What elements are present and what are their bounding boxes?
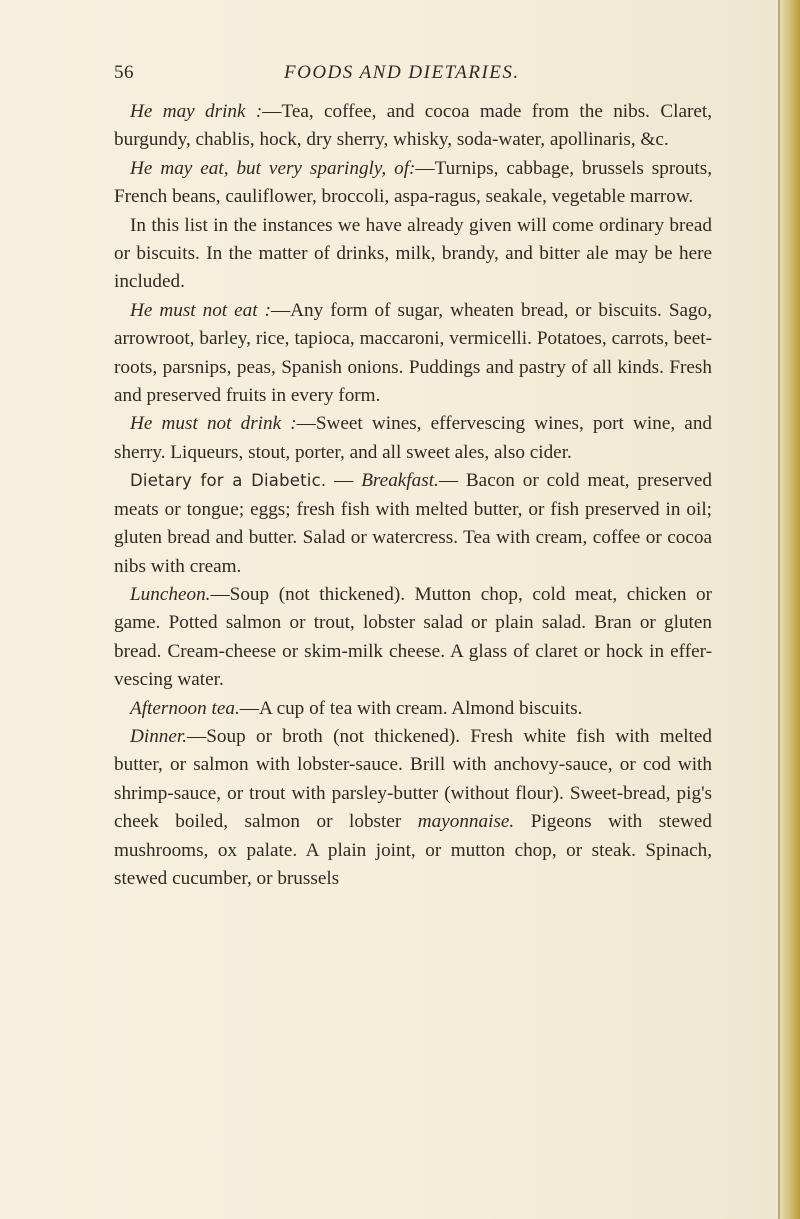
paragraph-lead: Luncheon. (130, 583, 211, 605)
paragraph-lead: He may drink : (130, 101, 263, 122)
paragraph-lead: He must not eat : (130, 299, 271, 321)
page-edge (778, 0, 800, 1219)
paragraph-text: In this list in the instances we have already given will come ordinary bread or biscuits. In the matter of drinks, milk, brandy, and bitter ale may be here included. (114, 214, 712, 293)
paragraph-dinner (114, 723, 712, 893)
paragraph-luncheon (114, 581, 712, 695)
paragraph-lead: Afternoon tea. (130, 697, 240, 719)
paragraph-must-not-eat (114, 297, 712, 411)
paragraph-list-note (114, 212, 712, 297)
paragraph-text: —Turnips, cabbage, brussels sprouts, French beans, cauliflower, broccoli, aspa-ragus, seakale, vegetable marrow. (114, 157, 713, 208)
paragraph-lead: Breakfast. (361, 470, 439, 492)
paragraph-text: —A cup of tea with cream. Almond biscuits. (239, 697, 583, 719)
paragraph-afternoon-tea (114, 695, 712, 723)
section-heading: Dietary for a Diabetic. (130, 471, 327, 491)
paragraph-text: —Any form of sugar, wheaten bread, or biscuits. Sago, arrowroot, barley, rice, tapioca, maccaroni, vermicelli. Potatoes, carrots, beet-roots, parsnips, peas, Spanish onions. Puddings and pastry of all kinds. Fresh and preserved fruits in every form. (114, 299, 712, 407)
paragraph-text: —Soup or broth (not thickened). Fresh white fish with melted butter, or salmon with lobster-sauce. Brill with anchovy-sauce, or cod with shrimp-sauce, or trout with parsley-butter (without flour). Sweet-bread, pig's cheek boiled, salmon or lobster (114, 725, 712, 833)
paragraph-lead: Dinner. (130, 725, 188, 747)
paragraph-lead: He may eat, but very sparingly, of: (130, 157, 416, 179)
paragraph-text: —Tea, coffee, and cocoa made from the nibs. Claret, burgundy, chablis, hock, dry sherry, whisky, soda-water, apollinaris, &c. (114, 101, 713, 151)
running-head: FOODS AND DIETARIES. (284, 62, 520, 83)
page-edge-line (778, 0, 780, 1219)
body-text (114, 98, 712, 893)
paragraph-text: —Soup (not thickened). Mutton chop, cold meat, chicken or game. Potted salmon or trout, lobster salad or plain salad. Bran or gluten bread. Cream-cheese or skim-milk cheese. A glass of claret or hock in effer-vescing water. (114, 583, 712, 691)
paragraph-must-not-drink (114, 410, 712, 467)
paragraph-may-eat (114, 155, 712, 212)
paragraph-breakfast: Dietary for a Diabetic. — Breakfast.— Bacon or cold meat, preserved meats or tongue; eggs; fresh fish with melted butter, or fish preserved in oil; gluten bread and butter. Salad or watercress. Tea with cream, coffee or cocoa nibs with cream. (114, 470, 713, 577)
page-number: 56 (114, 62, 134, 83)
page-header (114, 62, 714, 90)
paragraph-text: — Bacon or cold meat, preserved meats or tongue; eggs; fresh fish with melted butter, or fish preserved in oil; gluten bread and butter. Salad or watercress. Tea with cream, coffee or cocoa nibs with cream. (114, 470, 713, 577)
paragraph-text: Pigeons with stewed mushrooms, ox palate. A plain joint, or mutton chop, or steak. Spinach, stewed cucumber, or brussels (114, 811, 712, 889)
paragraph-may-drink (114, 98, 712, 155)
italic-word: mayonnaise. (417, 811, 515, 833)
paragraph-lead: He must not drink : (130, 413, 297, 435)
paragraph-text: —Sweet wines, effervescing wines, port wine, and sherry. Liqueurs, stout, porter, and all sweet ales, also cider. (114, 413, 713, 463)
